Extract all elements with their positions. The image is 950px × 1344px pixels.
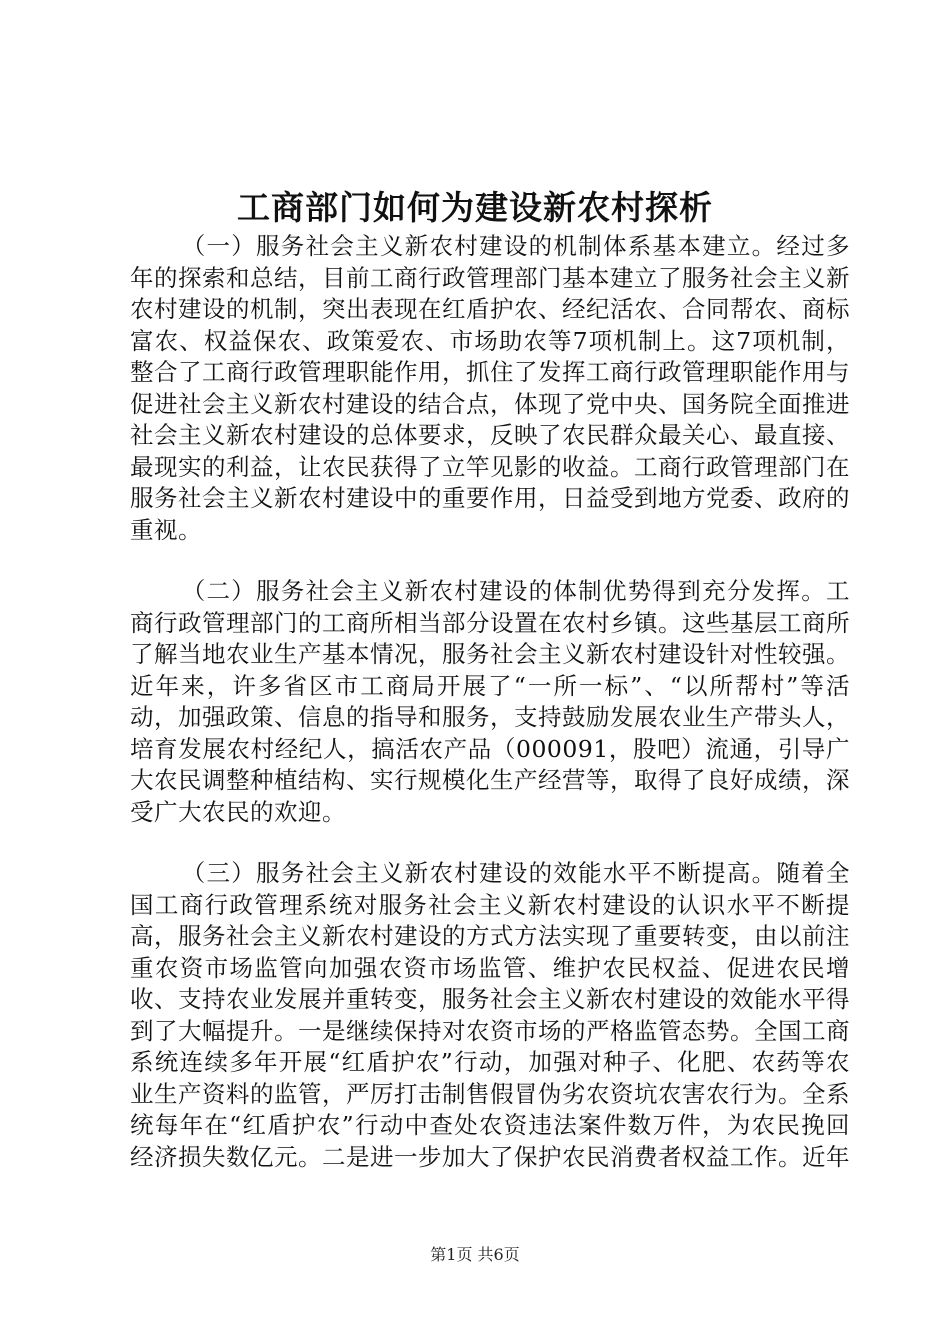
document-body bbox=[130, 231, 850, 1203]
document-title: 工商部门如何为建设新农村探析 bbox=[237, 188, 713, 227]
paragraph-2: （二）服务社会主义新农村建设的体制优势得到充分发挥。工商行政管理部门的工商所相当部分设置在农村乡镇。这些基层工商所了解当地农业生产基本情况，服务社会主义新农村建设针对性较强。近年来，许多省区市工商局开展了“一所一标”、“以所帮村”等活动，加强政策、信息的指导和服务，支持鼓励发展农业生产带头人，培育发展农村经纪人，搞活农产品（000091，股吧）流通，引导广大农民调整种植结构、实行规模化生产经营等，取得了良好成绩，深受广大农民的欢迎。 bbox=[130, 577, 850, 826]
paragraph-3: （三）服务社会主义新农村建设的效能水平不断提高。随着全国工商行政管理系统对服务社会主义新农村建设的认识水平不断提高，服务社会主义新农村建设的方式方法实现了重要转变，由以前注重农资市场监管向加强农资市场监管、维护农民权益、促进农民增收、支持农业发展并重转变，服务社会主义新农村建设的效能水平得到了大幅提升。一是继续保持对农资市场的严格监管态势。全国工商系统连续多年开展“红盾护农”行动，加强对种子、化肥、农药等农业生产资料的监管，严厉打击制售假冒伪劣农资坑农害农行为。全系统每年在“红盾护农”行动中查处农资违法案件数万件，为农民挽回经济损失数亿元。二是进一步加大了保护农民消费者权益工作。近年 bbox=[130, 859, 850, 1171]
page-number-footer: 第1页 共6页 bbox=[430, 1245, 520, 1264]
paragraph-1: （一）服务社会主义新农村建设的机制体系基本建立。经过多年的探索和总结，目前工商行政管理部门基本建立了服务社会主义新农村建设的机制，突出表现在红盾护农、经纪活农、合同帮农、商标富农、权益保农、政策爱农、市场助农等7项机制上。这7项机制，整合了工商行政管理职能作用，抓住了发挥工商行政管理职能作用与促进社会主义新农村建设的结合点，体现了党中央、国务院全面推进社会主义新农村建设的总体要求，反映了农民群众最关心、最直接、最现实的利益，让农民获得了立竿见影的收益。工商行政管理部门在服务社会主义新农村建设中的重要作用，日益受到地方党委、政府的重视。 bbox=[130, 232, 850, 544]
